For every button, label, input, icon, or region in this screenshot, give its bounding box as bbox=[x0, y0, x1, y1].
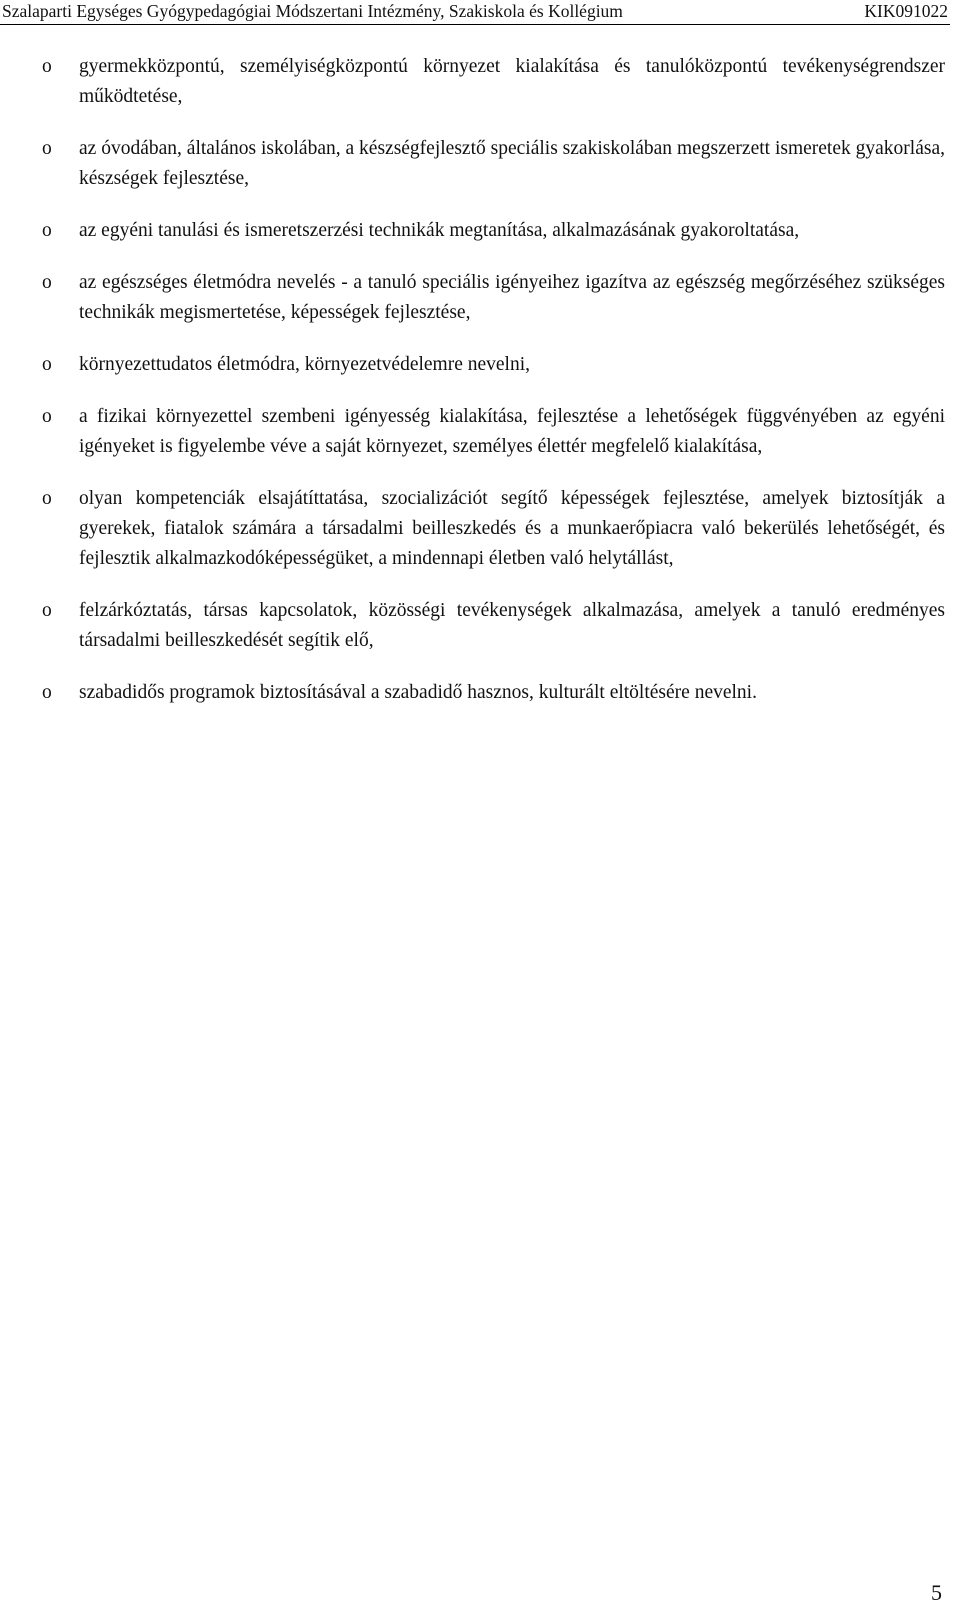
page-header bbox=[0, 0, 950, 25]
list-item bbox=[0, 402, 945, 462]
bullet-marker: o bbox=[42, 406, 52, 427]
list-item bbox=[0, 350, 945, 380]
list-item-text: az óvodában, általános iskolában, a készségfejlesztő speciális szakiskolában megszerzett ismeretek gyakorlása, készségek fejlesztése, bbox=[79, 138, 945, 189]
list-item-text: olyan kompetenciák elsajátíttatása, szocializációt segítő képességek fejlesztése, amelyek biztosítják a gyerekek, fiatalok számára a társadalmi beilleszkedés és a munkaerőpiacra való bekerülés lehetőségét, és fejlesztik alkalmazkodóképességüket, a mindennapi életben való helytállást, bbox=[79, 488, 945, 569]
list-item bbox=[0, 134, 945, 194]
header-institution: Szalaparti Egységes Gyógypedagógiai Módszertani Intézmény, Szakiskola és Kollégium bbox=[2, 1, 623, 21]
bullet-marker: o bbox=[42, 272, 52, 293]
list-item bbox=[0, 678, 945, 708]
list-item bbox=[0, 596, 945, 656]
list-item-text: szabadidős programok biztosításával a szabadidő hasznos, kulturált eltöltésére nevelni. bbox=[79, 682, 757, 703]
list-item bbox=[0, 216, 945, 246]
bullet-marker: o bbox=[42, 354, 52, 375]
bullet-marker: o bbox=[42, 220, 52, 241]
list-item-text: felzárkóztatás, társas kapcsolatok, közösségi tevékenységek alkalmazása, amelyek a tanuló eredményes társadalmi beilleszkedését segítik elő, bbox=[79, 600, 945, 651]
list-item bbox=[0, 52, 945, 112]
list-item-text: a fizikai környezettel szembeni igényesség kialakítása, fejlesztése a lehetőségek függvényében az egyéni igényeket is figyelembe véve a saját környezet, személyes élettér megfelelő kialakítása, bbox=[79, 406, 945, 457]
bullet-marker: o bbox=[42, 682, 52, 703]
list-item bbox=[0, 268, 945, 328]
bullet-marker: o bbox=[42, 138, 52, 159]
list-item-text: gyermekközpontú, személyiségközpontú környezet kialakítása és tanulóközpontú tevékenységrendszer működtetése, bbox=[79, 56, 945, 107]
list-item-text: környezettudatos életmódra, környezetvédelemre nevelni, bbox=[79, 354, 531, 375]
list-item-text: az egészséges életmódra nevelés - a tanuló speciális igényeihez igazítva az egészség megőrzéséhez szükséges technikák megismertetése, képességek fejlesztése, bbox=[79, 272, 945, 323]
bullet-marker: o bbox=[42, 600, 52, 621]
bullet-list bbox=[0, 52, 960, 730]
list-item bbox=[0, 484, 945, 574]
bullet-marker: o bbox=[42, 56, 52, 77]
list-item-text: az egyéni tanulási és ismeretszerzési technikák megtanítása, alkalmazásának gyakoroltatása, bbox=[79, 220, 800, 241]
page-number: 5 bbox=[931, 1580, 942, 1605]
bullet-marker: o bbox=[42, 488, 52, 509]
header-document-code: KIK091022 bbox=[864, 1, 948, 21]
